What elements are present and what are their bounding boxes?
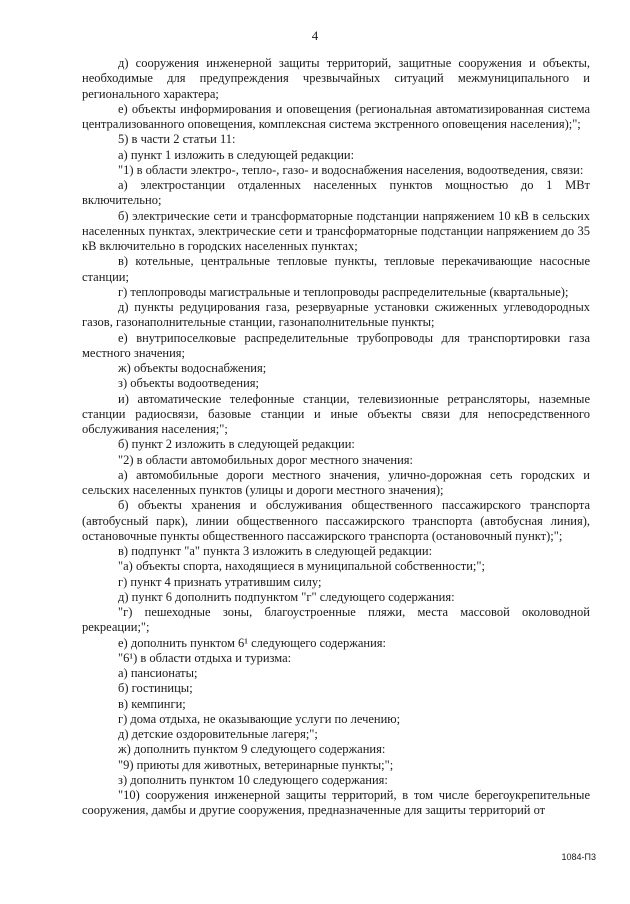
paragraph: а) пансионаты; xyxy=(118,666,198,680)
document-body xyxy=(82,56,590,819)
paragraph: а) электростанции отдаленных населенных пунктов мощностью до 1 МВт включительно; xyxy=(82,178,590,208)
paragraph: д) сооружения инженерной защиты территорий, защитные сооружения и объекты, необходимые для предупреждения чрезвычайных ситуаций межмуниципального и регионального характера; xyxy=(82,56,590,101)
paragraph: б) электрические сети и трансформаторные подстанции напряжением 10 кВ в сельских населенных пунктах, электрические сети и трансформаторные подстанции напряжением до 35 кВ включительно в городских населенных пунктах; xyxy=(82,208,590,253)
paragraph: "2) в области автомобильных дорог местного значения: xyxy=(118,452,414,467)
document-code: 1084-П3 xyxy=(561,852,596,862)
paragraph: "г) пешеходные зоны, благоустроенные пляжи, места массовой околоводной рекреации;"; xyxy=(82,605,590,635)
paragraph: в) котельные, центральные тепловые пункты, тепловые перекачивающие насосные станции; xyxy=(82,254,590,284)
paragraph: д) детские оздоровительные лагеря;"; xyxy=(118,727,318,741)
page-number: 4 xyxy=(311,28,319,43)
paragraph: г) пункт 4 признать утратившим силу; xyxy=(118,574,322,589)
paragraph: в) кемпинги; xyxy=(118,696,186,711)
paragraph: д) пункты редуцирования газа, резервуарные установки сжиженных углеводородных газов, газонаполнительные станции, газонаполнительные пункты; xyxy=(82,300,590,330)
paragraph: ж) объекты водоснабжения; xyxy=(118,361,267,375)
paragraph: з) дополнить пунктом 10 следующего содержания: xyxy=(118,772,388,787)
paragraph: "10) сооружения инженерной защиты территорий, в том числе берегоукрепительные сооружения, дамбы и другие сооружения, предназначенные для защиты территорий от xyxy=(82,788,590,818)
paragraph: "9) приюты для животных, ветеринарные пункты;"; xyxy=(118,757,394,772)
paragraph: б) объекты хранения и обслуживания общественного пассажирского транспорта (автобусный парк), линии общественного пассажирского транспорта (автобусная линия), остановочные пункты общественного пассажирского транспорта (остановочный пункт);"; xyxy=(82,498,590,543)
paragraph: г) дома отдыха, не оказывающие услуги по лечению; xyxy=(118,711,401,726)
paragraph: б) пункт 2 изложить в следующей редакции: xyxy=(118,437,355,452)
paragraph: д) пункт 6 дополнить подпунктом "г" следующего содержания: xyxy=(118,589,455,604)
paragraph: е) дополнить пунктом 6¹ следующего содержания: xyxy=(118,635,386,650)
paragraph: "а) объекты спорта, находящиеся в муниципальной собственности;"; xyxy=(118,559,485,574)
paragraph: 5) в части 2 статьи 11: xyxy=(118,132,236,147)
paragraph: в) подпункт "а" пункта 3 изложить в следующей редакции: xyxy=(118,544,433,558)
paragraph: з) объекты водоотведения; xyxy=(118,376,260,391)
paragraph: а) автомобильные дороги местного значения, улично-дорожная сеть городских и сельских населенных пунктов (улицы и дороги местного значения); xyxy=(82,467,590,497)
paragraph: "1) в области электро-, тепло-, газо- и водоснабжения населения, водоотведения, связи: xyxy=(118,162,584,177)
paragraph: е) внутрипоселковые распределительные трубопроводы для транспортировки газа местного значения; xyxy=(82,330,590,360)
paragraph: г) теплопроводы магистральные и теплопроводы распределительные (квартальные); xyxy=(118,284,569,299)
paragraph: и) автоматические телефонные станции, телевизионные ретрансляторы, наземные станции радиосвязи, базовые станции и иные объекты связи для непосредственного обслуживания населения;"; xyxy=(82,391,590,436)
paragraph: б) гостиницы; xyxy=(118,681,193,696)
paragraph: ж) дополнить пунктом 9 следующего содержания: xyxy=(118,742,386,757)
paragraph: а) пункт 1 изложить в следующей редакции: xyxy=(118,147,355,162)
paragraph: е) объекты информирования и оповещения (региональная автоматизированная система централизованного оповещения, комплексная система экстренного оповещения населения);"; xyxy=(82,101,590,131)
paragraph: "6¹) в области отдыха и туризма: xyxy=(118,650,292,665)
